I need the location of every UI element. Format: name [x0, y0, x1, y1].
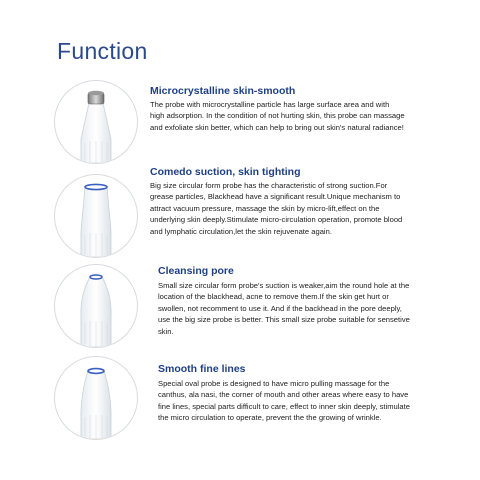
- section-heading-smooth: Smooth fine lines: [158, 363, 246, 375]
- section-heading-microcrystalline: Microcrystalline skin-smooth: [150, 85, 296, 97]
- page-title: Function: [57, 38, 148, 64]
- section-text-comedo: Big size circular form probe has the characteristic of strong suction.For grease particles, Blackhead have a significant result.Unique mechanism to attract vacuum pressure, massage the skin by micro-lift,effect on the underlying skin deeply.Stimulate micro-circulation operation, promote blood and lymphatic circulation,let the skin rejuvenate again.: [150, 181, 403, 236]
- section-text-cleansing: Small size circular form probe's suction is weaker,aim the round hole at the location of the blackhead, acne to remove them.If the skin get hurt or swollen, not recomment to use it. And if the backhead in the pore deeply, use the big size probe is better. This small size probe suitable for sensetive skin.: [158, 281, 410, 336]
- section-text-smooth: Special oval probe is designed to have micro pulling massage for the canthus, ala nasi, the corner of mouth and other areas where easy to have fine lines, special parts difficult to care, effect to inner skin deeply, stimulate the micro circulation to operate, prevent the the growing of wrinkle.: [158, 379, 410, 423]
- small-circular-probe-icon: [54, 264, 138, 348]
- large-circular-probe-icon: [54, 174, 138, 258]
- oval-probe-icon: [54, 356, 138, 440]
- section-heading-comedo: Comedo suction, skin tighting: [150, 166, 301, 178]
- section-heading-cleansing: Cleansing pore: [158, 265, 234, 277]
- microcrystalline-probe-icon: [54, 80, 138, 164]
- section-text-microcrystalline: The probe with microcrystalline particle has large surface area and with high adsorption. In the condition of not hurting skin, this probe can massage and exfoliate skin better, which can help to bring out skin's natural radiance!: [150, 100, 405, 132]
